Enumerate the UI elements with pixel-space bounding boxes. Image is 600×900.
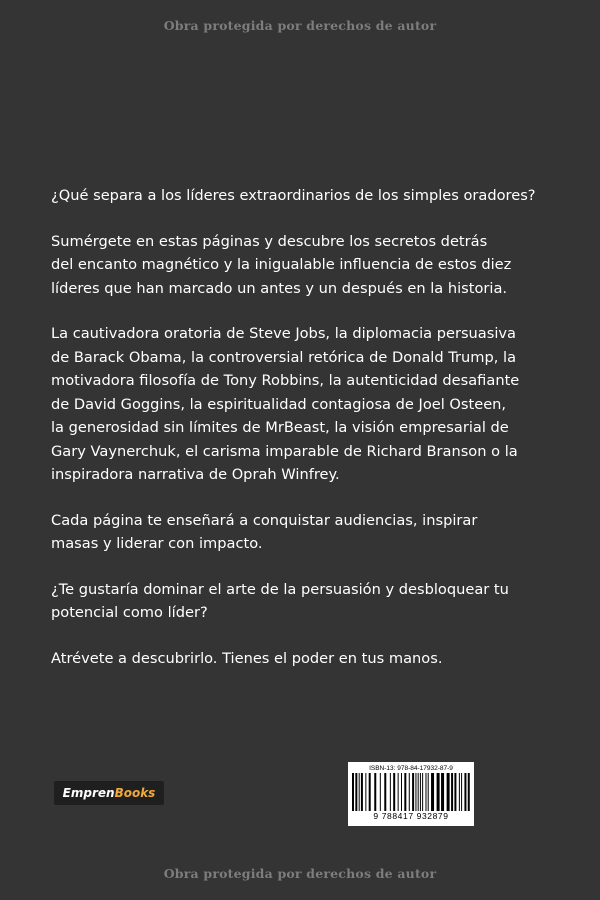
barcode-bar — [441, 773, 444, 811]
barcode-bar — [409, 773, 410, 811]
publisher-logo-part2: Books — [114, 786, 156, 800]
barcode-bars — [352, 773, 470, 811]
barcode-bar — [398, 773, 399, 811]
barcode-bar — [418, 773, 419, 811]
barcode-bar — [355, 773, 357, 811]
barcode-bar — [431, 773, 434, 811]
barcode-bar — [428, 773, 429, 811]
publisher-logo — [54, 781, 164, 805]
isbn-label: ISBN-13: 978-84-17932-87-9 — [369, 765, 453, 772]
barcode-bar — [451, 773, 453, 811]
blurb-paragraph-closing: Atrévete a descubrirlo. Tienes el poder en tus manos. — [51, 649, 443, 667]
copyright-watermark-bottom: Obra protegida por derechos de autor — [163, 866, 437, 881]
barcode-bar — [359, 773, 360, 811]
blurb-paragraph-intro: Sumérgete en estas páginas y descubre los secretos detrás del encanto magnético y la inigualable influencia de estos diez líderes que han marcado un antes y un después en la historia. — [51, 232, 512, 297]
barcode-bar — [361, 773, 363, 811]
blurb-paragraph-call-question: ¿Te gustaría dominar el arte de la persuasión y desbloquear tu potencial como líder? — [51, 580, 509, 621]
barcode-bar — [390, 773, 391, 811]
barcode-bar — [404, 773, 406, 811]
back-cover-blurb — [51, 184, 571, 692]
barcode-bar — [461, 773, 462, 811]
barcode-bar — [454, 773, 456, 811]
barcode-bar — [384, 773, 386, 811]
barcode-bar — [401, 773, 402, 811]
blurb-paragraph-leaders: La cautivadora oratoria de Steve Jobs, la diplomacia persuasiva de Barack Obama, la controversial retórica de Donald Trump, la motivadora filosofía de Tony Robbins, la autenticidad desafiante de David Goggins, la espiritualidad contagiosa de Joel Osteen, la generosidad sin límites de MrBeast, la visión empresarial de Gary Vaynerchuk, el carisma imparable de Richard Branson o la inspiradora narrativa de Oprah Winfrey. — [51, 325, 520, 483]
barcode-bar — [380, 773, 381, 811]
barcode-bar — [425, 773, 426, 811]
barcode-bar — [369, 773, 371, 811]
barcode-bar — [412, 773, 414, 811]
barcode-bar — [468, 773, 470, 811]
barcode-bar — [420, 773, 421, 811]
barcode-bar — [464, 773, 466, 811]
blurb-paragraph-question: ¿Qué separa a los líderes extraordinarios de los simples oradores? — [51, 187, 536, 204]
barcode-bar — [374, 773, 376, 811]
barcode-bar — [447, 773, 450, 811]
copyright-watermark-top: Obra protegida por derechos de autor — [163, 18, 437, 33]
barcode-digits: 9 788417 932879 — [373, 811, 449, 821]
blurb-paragraph-promise: Cada página te enseñará a conquistar audiencias, inspirar masas y liderar con impacto. — [51, 511, 478, 552]
barcode-bar — [437, 773, 440, 811]
barcode-bar — [352, 773, 354, 811]
publisher-logo-part1: Empren — [62, 786, 115, 800]
barcode-bar — [422, 773, 423, 811]
barcode-bar — [415, 773, 416, 811]
isbn-barcode — [348, 762, 474, 826]
barcode-bar — [393, 773, 395, 811]
barcode-bar — [459, 773, 460, 811]
barcode-bar — [365, 773, 366, 811]
